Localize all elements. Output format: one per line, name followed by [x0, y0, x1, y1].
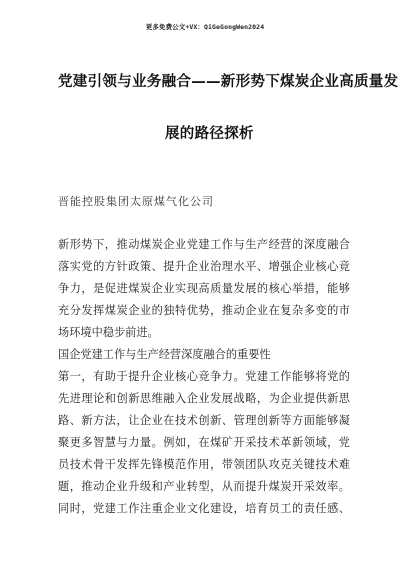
body-line: 先进理论和创新思维融入企业发展战略，为企业提供新思 [58, 392, 350, 405]
body-line: 题，推动企业升级和产业转型，从而提升煤炭开采效率。 [58, 480, 350, 493]
body-line: 同时，党建工作注重企业文化建设，培育员工的责任感、 [58, 502, 350, 515]
body-line: 场环境中稳步前进。 [58, 326, 159, 339]
body-line: 争力，是促进煤炭企业实现高质量发展的核心举措，能够 [58, 282, 350, 295]
document-title-line-1: 党建引领与业务融合——新形势下煤炭企业高质量发 [58, 74, 399, 90]
body-line: 员技术骨干发挥先锋模范作用，带领团队攻克关键技术难 [58, 458, 350, 471]
body-line: 充分发挥煤炭企业的独特优势，推动企业在复杂多变的市 [58, 304, 350, 317]
section-heading: 国企党建工作与生产经营深度融合的重要性 [58, 348, 271, 361]
body-line: 落实党的方针政策、提升企业治理水平、增强企业核心竞 [58, 260, 350, 273]
document-title-line-2: 展的路径探析 [165, 126, 254, 142]
header-watermark: 更多免费公文+VX：QiGeGongWen2024 [145, 23, 265, 31]
author-organization: 晋能控股集团太原煤气化公司 [58, 195, 214, 208]
body-line: 第一，有助于提升企业核心竞争力。党建工作能够将党的 [58, 370, 350, 383]
body-line: 聚更多智慧与力量。例如，在煤矿开采技术革新领域，党 [58, 436, 350, 449]
body-line: 新形势下，推动煤炭企业党建工作与生产经营的深度融合 [58, 238, 350, 251]
body-line: 路、新方法，让企业在技术创新、管理创新等方面能够凝 [58, 414, 350, 427]
